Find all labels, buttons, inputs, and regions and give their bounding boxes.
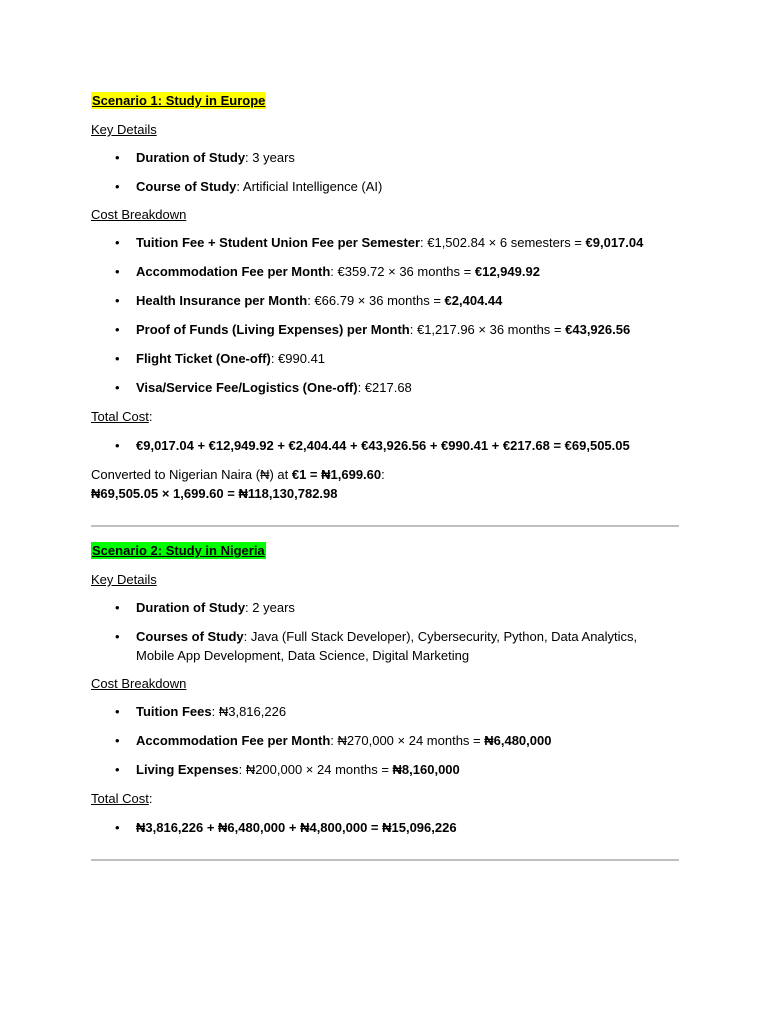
- list-item: [91, 378, 679, 397]
- bullet-icon: •: [115, 293, 120, 308]
- cost-calc: : ₦200,000 × 24 months =: [238, 762, 393, 777]
- scenario-2-section: [91, 542, 679, 837]
- scenario-2-total-list: [91, 818, 679, 837]
- bullet-icon: •: [115, 235, 120, 250]
- bullet-icon: •: [115, 704, 120, 719]
- cost-label: Tuition Fees: [136, 704, 212, 719]
- bullet-icon: •: [115, 600, 120, 615]
- list-item: [91, 320, 679, 339]
- cost-label: Living Expenses: [136, 762, 239, 777]
- bullet-icon: •: [115, 264, 120, 279]
- detail-value: : 2 years: [245, 600, 295, 615]
- list-item: [91, 233, 679, 252]
- bullet-icon: •: [115, 733, 120, 748]
- list-item: [91, 177, 679, 196]
- list-item: [91, 818, 679, 837]
- list-item: [91, 598, 679, 617]
- bullet-icon: •: [115, 179, 120, 194]
- scenario-1-key-details-heading: Key Details: [91, 122, 157, 137]
- scenario-1-total-heading-line: [91, 407, 679, 426]
- cost-result: €43,926.56: [565, 322, 631, 337]
- total-colon: :: [148, 791, 153, 806]
- detail-label: Duration of Study: [136, 600, 246, 615]
- conversion-rate: €1 = ₦1,699.60: [291, 467, 382, 482]
- list-item: [91, 702, 679, 721]
- scenario-2-total-line: ₦3,816,226 + ₦6,480,000 + ₦4,800,000 = ₦15,096,226: [136, 820, 457, 835]
- cost-calc: : ₦270,000 × 24 months =: [330, 733, 485, 748]
- list-item: [91, 148, 679, 167]
- scenario-1-total-line: €9,017.04 + €12,949.92 + €2,404.44 + €43,926.56 + €990.41 + €217.68 = €69,505.05: [136, 438, 630, 453]
- cost-calc: : €1,217.96 × 36 months =: [409, 322, 566, 337]
- document-page: [91, 92, 679, 861]
- list-item: [91, 262, 679, 281]
- scenario-1-total-list: [91, 436, 679, 455]
- scenario-1-total-heading: Total Cost: [91, 409, 149, 424]
- cost-calc: : €217.68: [357, 380, 412, 395]
- bullet-icon: •: [115, 438, 120, 453]
- scenario-1-cost-heading: Cost Breakdown: [91, 207, 187, 222]
- list-item: [91, 349, 679, 368]
- cost-result: ₦8,160,000: [392, 762, 460, 777]
- detail-value: : 3 years: [245, 150, 295, 165]
- detail-label: Courses of Study: [136, 629, 244, 644]
- conversion-prefix: Converted to Nigerian Naira (₦) at: [91, 467, 292, 482]
- cost-label: Accommodation Fee per Month: [136, 264, 331, 279]
- cost-label: Flight Ticket (One-off): [136, 351, 271, 366]
- list-item: [91, 627, 679, 665]
- list-item: [91, 760, 679, 779]
- cost-result: €12,949.92: [474, 264, 540, 279]
- bullet-icon: •: [115, 150, 120, 165]
- cost-calc: : ₦3,816,226: [211, 704, 287, 719]
- list-item: [91, 436, 679, 455]
- scenario-2-total-heading-line: [91, 789, 679, 808]
- scenario-2-cost-list: [91, 702, 679, 779]
- scenario-2-key-details-list: [91, 598, 679, 665]
- bullet-icon: •: [115, 380, 120, 395]
- cost-calc: : €1,502.84 × 6 semesters =: [420, 235, 586, 250]
- cost-result: €9,017.04: [585, 235, 644, 250]
- cost-result: €2,404.44: [444, 293, 503, 308]
- list-item: [91, 291, 679, 310]
- total-colon: :: [148, 409, 153, 424]
- cost-label: Visa/Service Fee/Logistics (One-off): [136, 380, 358, 395]
- bullet-icon: •: [115, 762, 120, 777]
- cost-calc: : €66.79 × 36 months =: [307, 293, 445, 308]
- scenario-1-conversion-line: [91, 465, 679, 484]
- scenario-1-conversion-result: ₦69,505.05 × 1,699.60 = ₦118,130,782.98: [91, 486, 338, 501]
- cost-label: Health Insurance per Month: [136, 293, 308, 308]
- bullet-icon: •: [115, 351, 120, 366]
- list-item: [91, 731, 679, 750]
- scenario-2-total-heading: Total Cost: [91, 791, 149, 806]
- scenario-1-key-details-list: [91, 148, 679, 196]
- scenario-2-cost-heading: Cost Breakdown: [91, 676, 187, 691]
- cost-result: ₦6,480,000: [484, 733, 552, 748]
- detail-value: : Java (Full Stack Developer), Cybersecurity, Python, Data Analytics, Mobile App Development, Data Science, Digital Marketing: [136, 629, 638, 663]
- bullet-icon: •: [115, 629, 120, 644]
- detail-value: : Artificial Intelligence (AI): [236, 179, 383, 194]
- bullet-icon: •: [115, 820, 120, 835]
- cost-calc: : €990.41: [270, 351, 326, 366]
- detail-label: Course of Study: [136, 179, 237, 194]
- section-divider-bottom: [91, 859, 679, 861]
- conversion-suffix: :: [381, 467, 385, 482]
- cost-label: Tuition Fee + Student Union Fee per Semester: [136, 235, 421, 250]
- detail-label: Duration of Study: [136, 150, 246, 165]
- bullet-icon: •: [115, 322, 120, 337]
- cost-label: Accommodation Fee per Month: [136, 733, 331, 748]
- cost-label: Proof of Funds (Living Expenses) per Month: [136, 322, 410, 337]
- scenario-1-section: [91, 92, 679, 503]
- scenario-2-title: Scenario 2: Study in Nigeria: [92, 543, 265, 558]
- scenario-2-key-details-heading: Key Details: [91, 572, 157, 587]
- cost-calc: : €359.72 × 36 months =: [330, 264, 475, 279]
- scenario-1-cost-list: [91, 233, 679, 397]
- scenario-1-title: Scenario 1: Study in Europe: [92, 93, 266, 108]
